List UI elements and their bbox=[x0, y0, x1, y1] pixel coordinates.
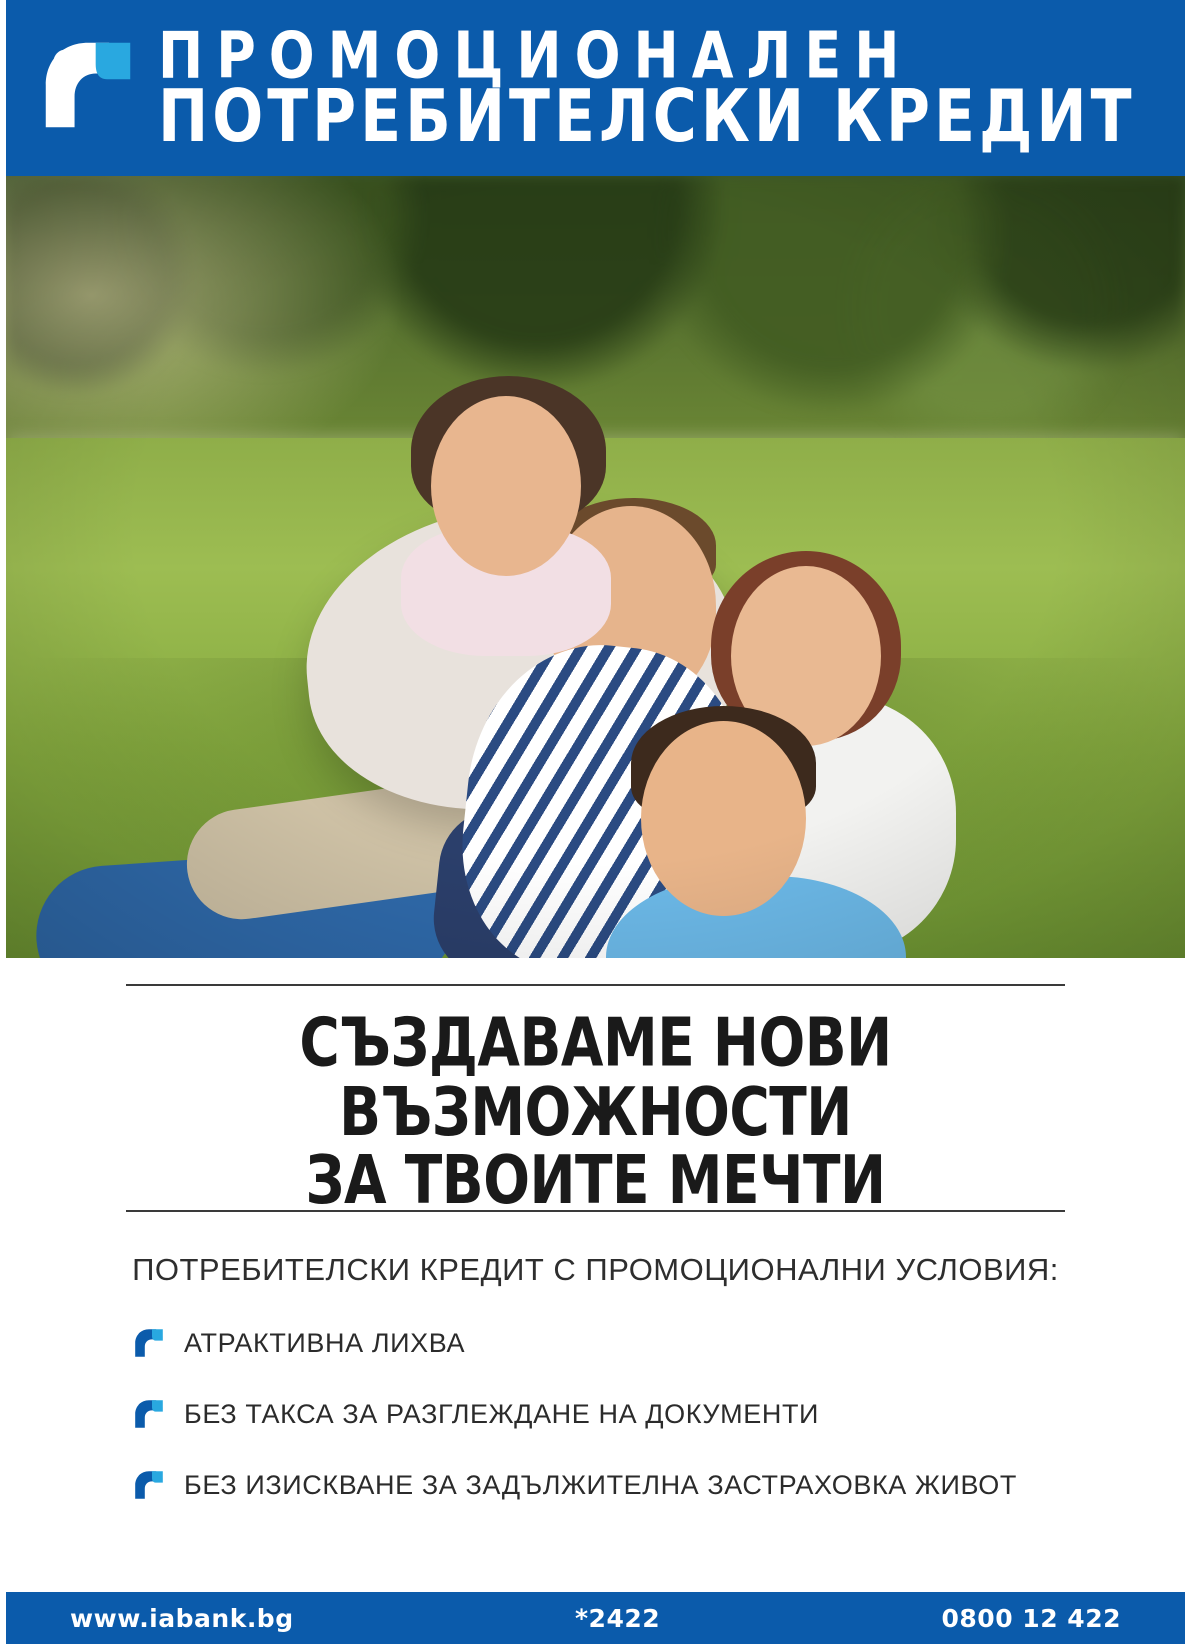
benefits-list bbox=[126, 1328, 1065, 1501]
iabank-bullet-icon bbox=[134, 1399, 164, 1429]
headline bbox=[126, 986, 1065, 1232]
footer-short-number[interactable]: *2422 bbox=[574, 1603, 661, 1633]
benefit-label: БЕЗ ИЗИСКВАНЕ ЗА ЗАДЪЛЖИТЕЛНА ЗАСТРАХОВКА ЖИВОТ bbox=[184, 1469, 1017, 1500]
list-item bbox=[134, 1328, 1065, 1359]
hero-photo bbox=[6, 176, 1185, 958]
footer-bar bbox=[6, 1592, 1185, 1644]
list-item bbox=[134, 1399, 1065, 1430]
iabank-bullet-icon bbox=[134, 1328, 164, 1358]
header-title-line2: ПОТРЕБИТЕЛСКИ КРЕДИТ bbox=[158, 75, 1136, 160]
list-item bbox=[134, 1470, 1065, 1501]
benefit-label: АТРАКТИВНА ЛИХВА bbox=[184, 1327, 466, 1358]
hero-vignette bbox=[6, 176, 1185, 958]
headline-line1: СЪЗДАВАМЕ НОВИ ВЪЗМОЖНОСТИ bbox=[299, 1003, 892, 1151]
footer-phone[interactable]: 0800 12 422 bbox=[941, 1603, 1121, 1633]
header-titles bbox=[158, 18, 1136, 160]
iabank-logo-icon bbox=[40, 37, 136, 133]
content-area bbox=[6, 958, 1185, 1592]
headline-line2: ЗА ТВОИТЕ МЕЧТИ bbox=[305, 1141, 886, 1220]
iabank-bullet-icon bbox=[134, 1470, 164, 1500]
benefit-label: БЕЗ ТАКСА ЗА РАЗГЛЕЖДАНЕ НА ДОКУМЕНТИ bbox=[184, 1398, 820, 1429]
subheadline: ПОТРЕБИТЕЛСКИ КРЕДИТ С ПРОМОЦИОНАЛНИ УСЛОВИЯ: bbox=[132, 1251, 1059, 1287]
header-banner bbox=[6, 0, 1185, 176]
header-title-line1: ПРОМОЦИОНАЛЕН bbox=[158, 18, 913, 93]
footer-website[interactable]: www.iabank.bg bbox=[70, 1603, 294, 1633]
